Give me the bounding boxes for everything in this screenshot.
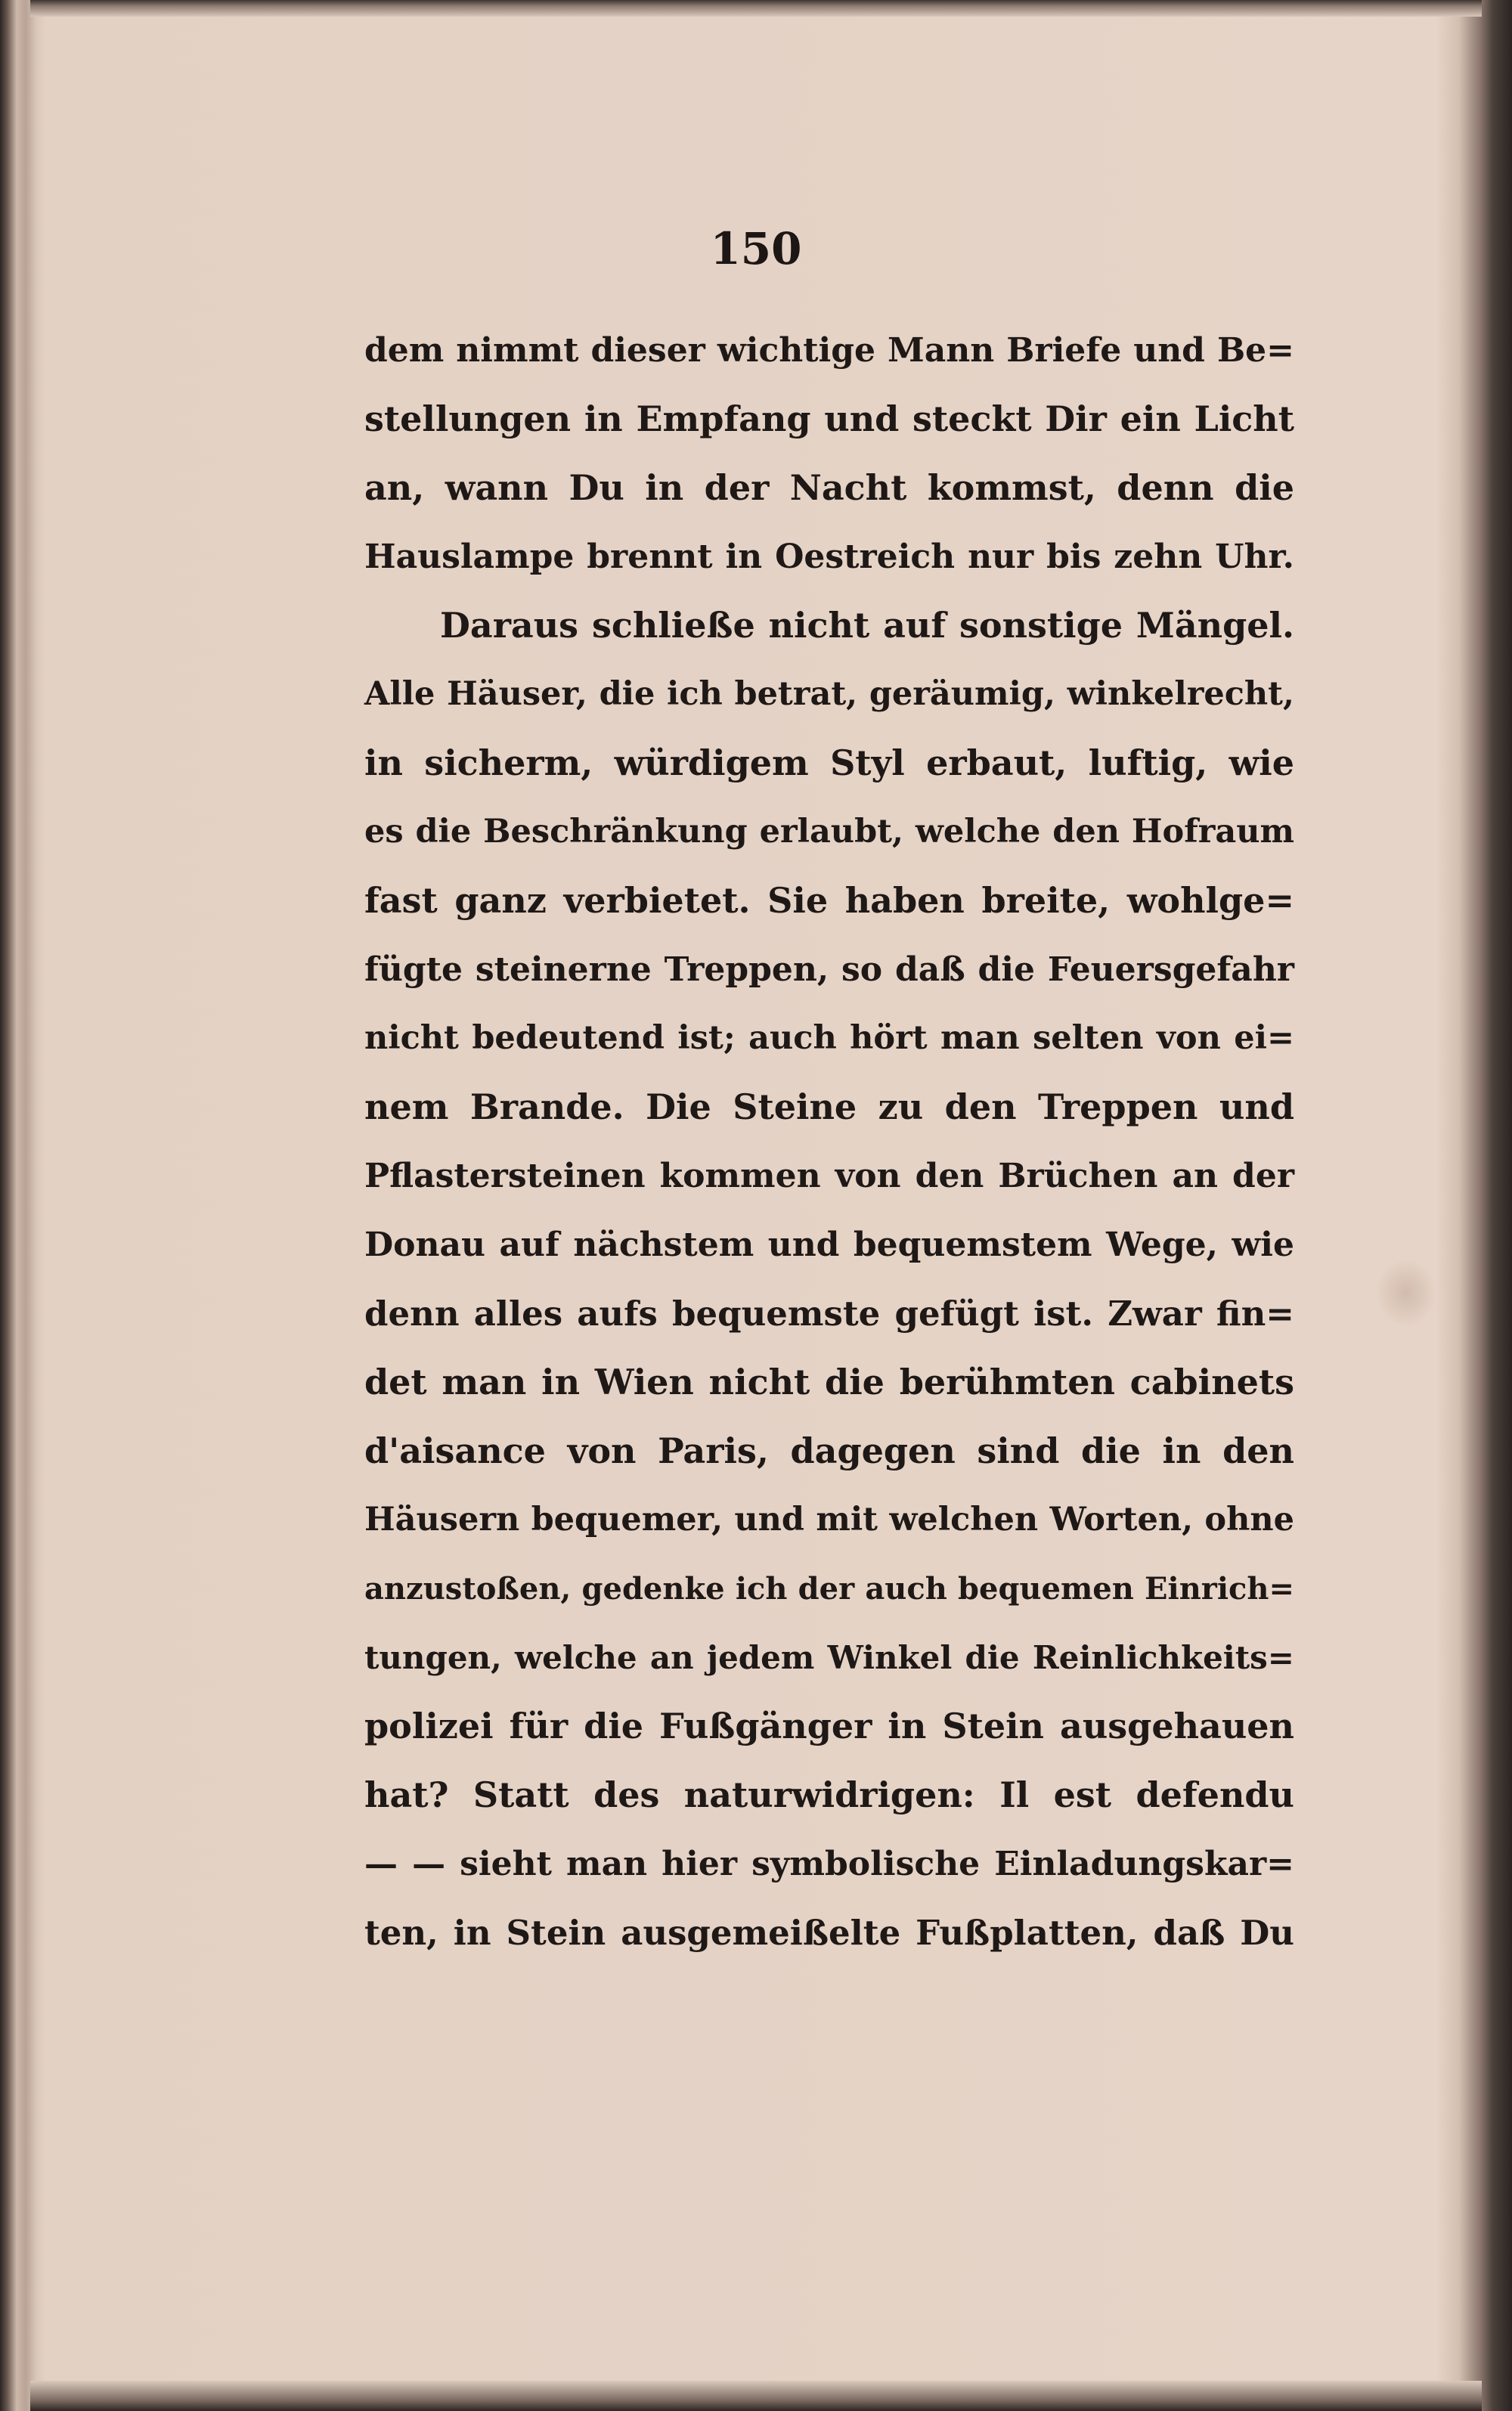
page-number: 150 (710, 223, 802, 274)
paper-stain (1376, 1259, 1436, 1327)
body-text (364, 316, 1294, 1967)
text-line: denn alles aufs bequemste gefügt ist. Zwar fin= (364, 1294, 1294, 1334)
text-line: nicht bedeutend ist; auch hört man selten von ei= (364, 1019, 1294, 1057)
text-line: d'aisance von Paris, dagegen sind die in den (364, 1430, 1294, 1471)
text-line: es die Beschränkung erlaubt, welche den Hofraum (364, 813, 1294, 851)
text-line: ten, in Stein ausgemeißelte Fußplatten, daß Du (364, 1913, 1294, 1953)
text-line: tungen, welche an jedem Winkel die Reinlichkeits= (364, 1639, 1294, 1676)
text-line: in sicherm, würdigem Styl erbaut, luftig, wie (364, 742, 1294, 783)
text-line: Hauslampe brennt in Oestreich nur bis zehn Uhr. (364, 538, 1294, 576)
text-line: det man in Wien nicht die berühmten cabinets (364, 1362, 1294, 1402)
text-line: fügte steinerne Treppen, so daß die Feuersgefahr (364, 950, 1294, 989)
text-line: stellungen in Empfang und steckt Dir ein Licht (364, 398, 1294, 439)
text-line: Häusern bequemer, und mit welchen Worten, ohne (364, 1501, 1294, 1539)
text-line: Donau auf nächstem und bequemstem Wege, wie (364, 1226, 1294, 1264)
page-top-edge (30, 0, 1482, 17)
page-bottom-edge (30, 2381, 1482, 2411)
text-line: Daraus schließe nicht auf sonstige Mängel. (440, 605, 1294, 646)
text-line: polizei für die Fußgänger in Stein ausgehauen (364, 1706, 1294, 1746)
text-line: dem nimmt dieser wichtige Mann Briefe und Be= (364, 331, 1294, 370)
text-line: Pflastersteinen kommen von den Brüchen an der (364, 1157, 1294, 1195)
text-line: fast ganz verbietet. Sie haben breite, wohlge= (364, 880, 1294, 921)
text-line: hat? Statt des naturwidrigen: Il est defendu (364, 1774, 1294, 1815)
text-line: anzustoßen, gedenke ich der auch bequemen Einrich= (364, 1571, 1294, 1607)
text-line: — — sieht man hier symbolische Einladungskar= (364, 1845, 1294, 1883)
text-line: Alle Häuser, die ich betrat, geräumig, winkelrecht, (364, 675, 1294, 713)
text-line: nem Brande. Die Steine zu den Treppen und (364, 1086, 1294, 1127)
text-line: an, wann Du in der Nacht kommst, denn die (364, 467, 1294, 508)
